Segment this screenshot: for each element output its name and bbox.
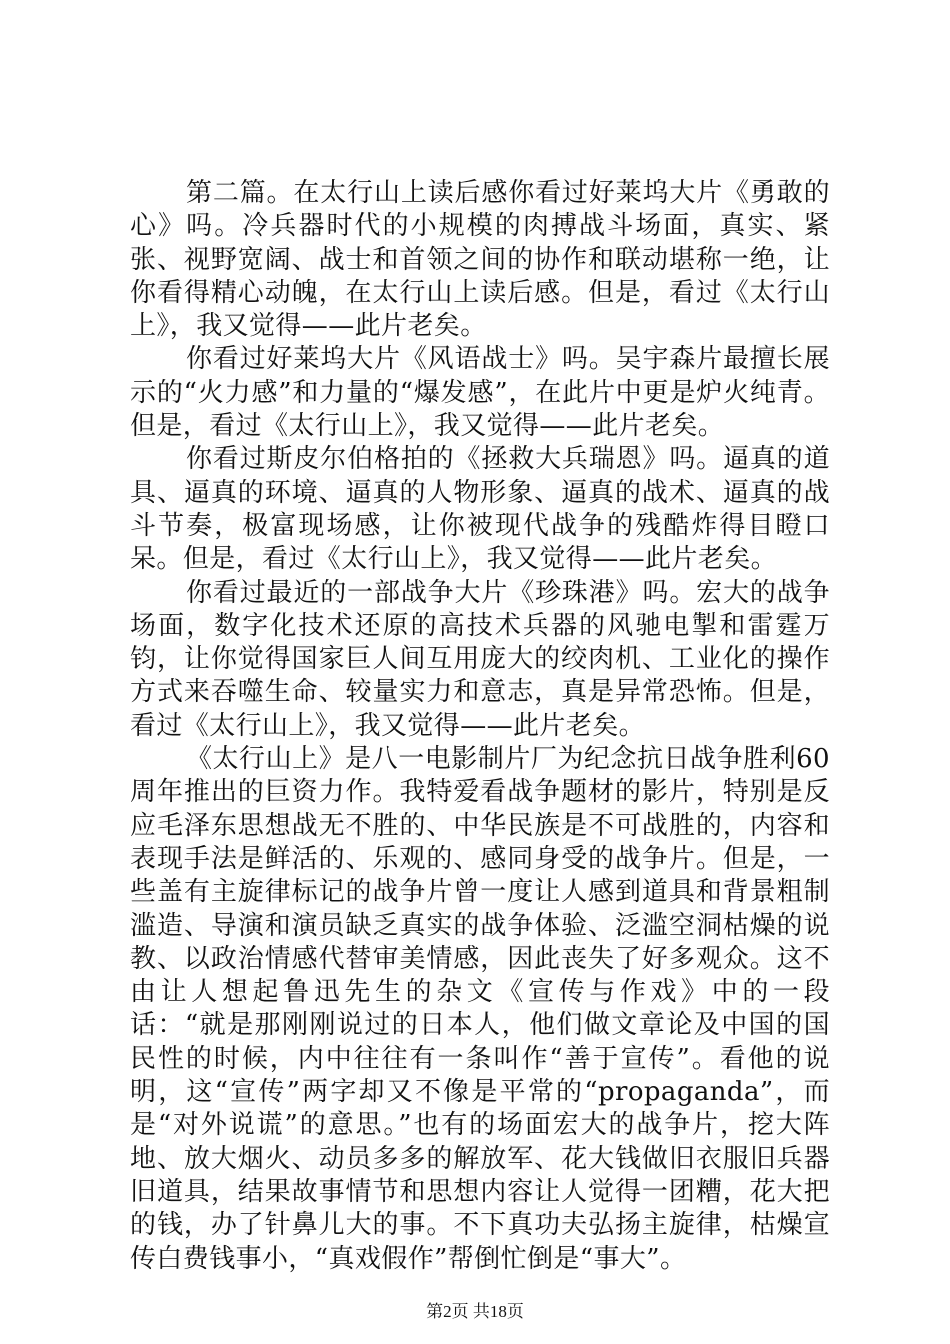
paragraph-2: 你看过好莱坞大片《风语战士》吗。吴宇森片最擅长展示的“火力感”和力量的“爆发感”，在此片中更是炉火纯青。但是，看过《太行山上》，我又觉得——此片老矣。 xyxy=(130,344,830,442)
document-body xyxy=(130,177,830,1276)
paragraph-4: 你看过最近的一部战争大片《珍珠港》吗。宏大的战争场面，数字化技术还原的高技术兵器的风驰电掣和雷霆万钧，让你觉得国家巨人间互用庞大的绞肉机、工业化的操作方式来吞噬生命、较量实力和意志，真是异常恐怖。但是，看过《太行山上》，我又觉得——此片老矣。 xyxy=(130,577,830,741)
paragraph-5: 《太行山上》是八一电影制片厂为纪念抗日战争胜利60周年推出的巨资力作。我特爱看战争题材的影片，特别是反应毛泽东思想战无不胜的、中华民族是不可战胜的，内容和表现手法是鲜活的、乐观的、感同身受的战争片。但是，一些盖有主旋律标记的战争片曾一度让人感到道具和背景粗制滥造、导演和演员缺乏真实的战争体验、泛滥空洞枯燥的说教、以政治情感代替审美情感，因此丧失了好多观众。这不由让人想起鲁迅先生的杂文《宣传与作戏》中的一段话：“就是那刚刚说过的日本人，他们做文章论及中国的国民性的时候，内中往往有一条叫作“善于宣传”。看他的说明，这“宣传”两字却又不像是平常的“propaganda”，而是“对外说谎”的意思。”也有的场面宏大的战争片，挖大阵地、放大烟火、动员多多的解放军、花大钱做旧衣服旧兵器旧道具，结果故事情节和思想内容让人觉得一团糟，花大把的钱，办了针鼻儿大的事。不下真功夫弘扬主旋律，枯燥宣传白费钱事小，“真戏假作”帮倒忙倒是“事大”。 xyxy=(130,744,830,1274)
paragraph-1: 第二篇。在太行山上读后感你看过好莱坞大片《勇敢的心》吗。冷兵器时代的小规模的肉搏战斗场面，真实、紧张、视野宽阔、战士和首领之间的协作和联动堪称一绝，让你看得精心动魄，在太行山上读后感。但是，看过《太行山上》，我又觉得——此片老矣。 xyxy=(130,178,830,342)
page-footer xyxy=(0,1297,950,1322)
page-number-label: 第2页 共18页 xyxy=(426,1302,524,1321)
paragraph-3: 你看过斯皮尔伯格拍的《拯救大兵瑞恩》吗。逼真的道具、逼真的环境、逼真的人物形象、逼真的战术、逼真的战斗节奏，极富现场感，让你被现代战争的残酷炸得目瞪口呆。但是，看过《太行山上》，我又觉得——此片老矣。 xyxy=(130,444,830,575)
